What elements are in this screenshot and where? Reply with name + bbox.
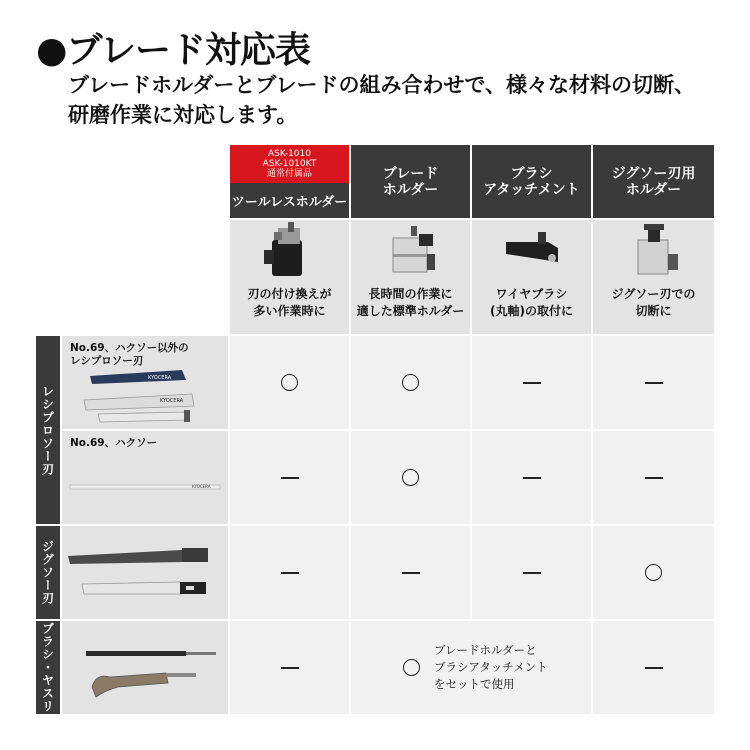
blade-brand-2: KYOCERA: [160, 398, 184, 404]
group-label-brush-file: [36, 621, 60, 714]
dash-icon: [645, 477, 663, 479]
dash-icon: [281, 667, 299, 669]
circle-icon: [402, 374, 419, 391]
mark-r4-jigsaw: [593, 621, 714, 714]
file-brush-icon: [62, 643, 228, 703]
mark-r3-blade-holder: [351, 526, 470, 619]
reciprocating-blades-icon: [62, 366, 228, 429]
note-line-1: ブレードホルダーと: [434, 643, 537, 657]
column-header-brush-attachment: [472, 145, 591, 218]
jigsaw-holder-icon: [614, 220, 694, 280]
mark-r1-brush: [472, 336, 591, 429]
badge-model-2: ASK-1010KT: [262, 159, 317, 169]
toolless-holder-icon: [250, 220, 330, 280]
mark-r2-toolless: [230, 431, 349, 524]
column-header-toolless: [230, 183, 349, 218]
dash-icon: [281, 572, 299, 574]
dash-icon: [523, 572, 541, 574]
row-label-1-line-1: No.69、ハクソー以外の: [70, 342, 189, 354]
column-badge-toolless: [230, 145, 349, 183]
column-name-jigsaw-1: ジグソー刃用: [611, 165, 696, 182]
dash-icon: [645, 667, 663, 669]
caption-jigsaw-2: 切断に: [635, 304, 672, 318]
mark-r1-jigsaw: [593, 336, 714, 429]
row-label-jigsaw: [62, 526, 228, 619]
column-image-brush-attachment: [472, 220, 591, 334]
mark-r1-toolless: [230, 336, 349, 429]
column-name-blade-holder-2: ホルダー: [382, 181, 439, 198]
combination-note: [434, 642, 548, 693]
column-name-brush-1: ブラシ: [510, 165, 553, 182]
group-label-reciprocating-blades: [36, 336, 60, 524]
jigsaw-blades-icon: [62, 542, 228, 612]
circle-icon: [281, 374, 298, 391]
column-name-blade-holder-1: ブレード: [382, 165, 439, 182]
column-header-blade-holder: [351, 145, 470, 218]
caption-brush-1: ワイヤブラシ: [495, 287, 568, 301]
caption-toolless-1: 刃の付け換えが: [247, 287, 332, 301]
dash-icon: [645, 382, 663, 384]
mark-r2-jigsaw: [593, 431, 714, 524]
blade-brand-3: KYOCERA: [192, 484, 211, 489]
column-image-blade-holder: [351, 220, 470, 334]
mark-r3-jigsaw: [593, 526, 714, 619]
group-label-text-brush: ブラシ・ヤスリ: [40, 622, 55, 713]
column-image-toolless: [230, 220, 349, 334]
dash-icon: [523, 477, 541, 479]
caption-blade-holder-2: 適した標準ホルダー: [356, 304, 465, 318]
row-label-reciprocating-no69: [62, 431, 228, 524]
note-line-2: ブラシアタッチメント: [434, 660, 548, 674]
mark-r3-toolless: [230, 526, 349, 619]
caption-jigsaw-1: ジグソー刃での: [611, 287, 696, 301]
dash-icon: [402, 572, 420, 574]
mark-r2-brush: [472, 431, 591, 524]
page-title: ●ブレード対応表: [36, 30, 310, 71]
row-label-brush-file: [62, 621, 228, 714]
description-line-2: 研磨作業に対応します。: [68, 103, 298, 127]
dash-icon: [523, 382, 541, 384]
page-description: [68, 70, 695, 130]
mark-r4-blade-and-brush: [351, 621, 591, 714]
brush-attachment-icon: [492, 220, 572, 280]
row-label-2-line-1: No.69、ハクソー: [70, 437, 158, 449]
circle-icon: [645, 564, 662, 581]
blade-holder-icon: [371, 220, 451, 280]
group-label-text-reciprocating: レシプロソー刃: [40, 384, 55, 476]
row-label-reciprocating-other: [62, 336, 228, 429]
hacksaw-blade-icon: [62, 471, 228, 511]
badge-model-1: ASK-1010: [268, 149, 311, 159]
note-line-3: をセットで使用: [434, 677, 515, 691]
badge-standard: 通常付属品: [266, 169, 312, 179]
caption-blade-holder-1: 長時間の作業に: [368, 287, 453, 301]
column-name-brush-2: アタッチメント: [483, 181, 580, 198]
caption-toolless-2: 多い作業時に: [253, 304, 326, 318]
mark-r2-blade-holder: [351, 431, 470, 524]
column-image-jigsaw-holder: [593, 220, 714, 334]
mark-r3-brush: [472, 526, 591, 619]
column-header-jigsaw-holder: [593, 145, 714, 218]
circle-icon: [403, 659, 420, 676]
caption-brush-2: (丸軸)の取付に: [490, 304, 573, 318]
column-name-jigsaw-2: ホルダー: [625, 181, 682, 198]
column-name-toolless: ツールレスホルダー: [231, 195, 348, 210]
mark-r4-toolless: [230, 621, 349, 714]
dash-icon: [281, 477, 299, 479]
blade-brand-1: KYOCERA: [148, 375, 172, 381]
row-label-1-line-2: レシプロソー刃: [70, 355, 144, 367]
description-line-1: ブレードホルダーとブレードの組み合わせで、様々な材料の切断、: [68, 73, 696, 97]
circle-icon: [402, 469, 419, 486]
group-label-text-jigsaw: ジグソー刃: [40, 540, 55, 605]
group-label-jigsaw-blades: [36, 526, 60, 619]
mark-r1-blade-holder: [351, 336, 470, 429]
